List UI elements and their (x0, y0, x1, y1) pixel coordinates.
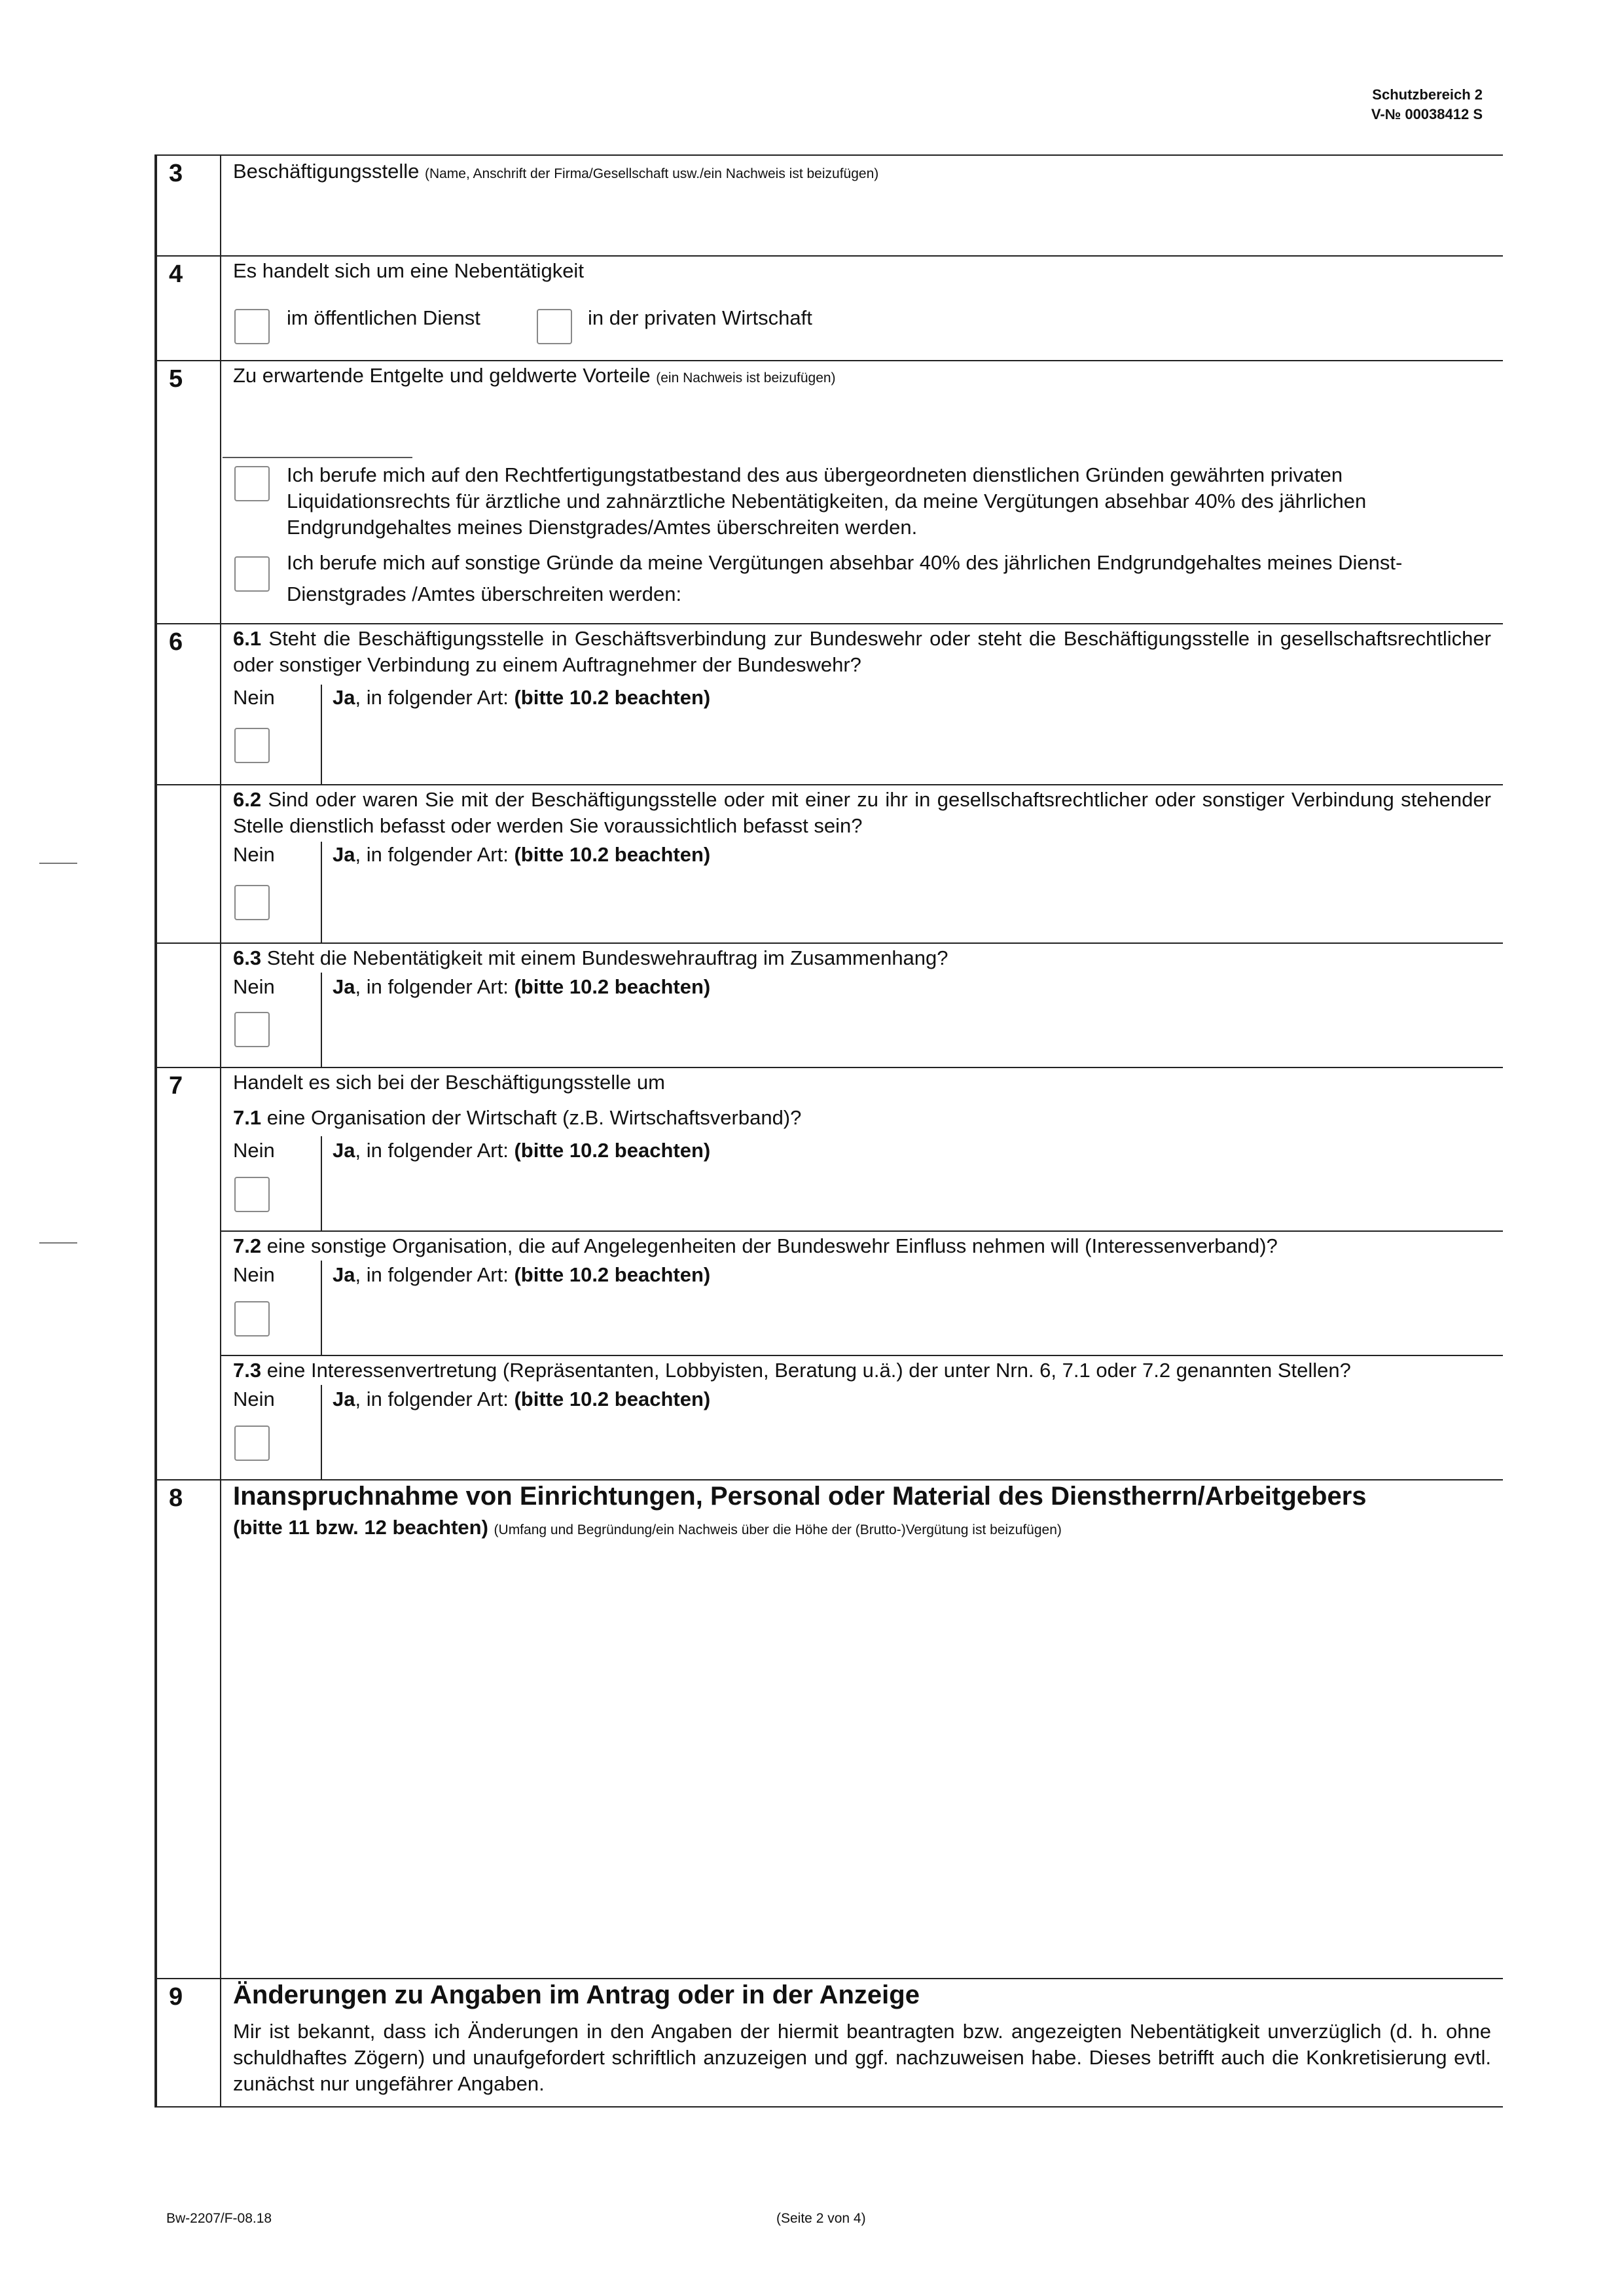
form-table (154, 154, 1503, 2108)
question-number: 6.2 (233, 788, 262, 811)
fold-mark (39, 863, 77, 864)
row-divider (220, 1355, 1503, 1356)
section-9-title: Änderungen zu Angaben im Antrag oder in der Anzeige (233, 1981, 920, 2009)
yes-word: Ja (333, 1139, 355, 1162)
answer-yes-label (333, 1262, 1491, 1288)
section-8-note: (Umfang und Begründung/ein Nachweis über die Höhe der (Brutto-)Vergütung ist beizufügen) (494, 1522, 1062, 1537)
remuneration-label: Zu erwartende Entgelte und geldwerte Vorteile (233, 364, 651, 387)
row-divider (157, 942, 1503, 944)
resource-usage-textarea[interactable] (233, 1549, 1491, 1967)
row-divider (157, 360, 1503, 361)
row-divider (157, 154, 1503, 156)
yes-note: (bitte 10.2 beachten) (514, 843, 711, 866)
yes-rest: , in folgender Art: (355, 686, 514, 709)
question-text: Steht die Beschäftigungsstelle in Geschäftsverbindung zur Bundeswehr oder steht die Beschäftigungsstelle in gesellschaftsrechtlicher oder sonstiger Verbindung zu einem Auftragnehmer der Bundeswehr? (233, 627, 1491, 676)
document-number: V-№ 00038412 S (1371, 106, 1483, 122)
yes-note: (bitte 10.2 beachten) (514, 1139, 711, 1162)
row-divider (157, 2106, 1503, 2108)
employer-label: Beschäftigungsstelle (233, 160, 420, 183)
section-number: 7 (169, 1072, 183, 1100)
other-reasons-label-2: Dienstgrades /Amtes überschreiten werden: (287, 583, 682, 605)
fold-mark (39, 1242, 77, 1244)
other-reasons-label-1: Ich berufe mich auf sonstige Gründe da meine Vergütungen absehbar 40% des jährlichen Endgrundgehaltes meines Dienst- (287, 551, 1403, 574)
form-identifier: Bw-2207/F-08.18 (166, 2211, 272, 2226)
answer-divider (321, 1136, 322, 1230)
question-text: Steht die Nebentätigkeit mit einem Bundeswehrauftrag im Zusammenhang? (266, 946, 948, 969)
section-number: 6 (169, 628, 183, 656)
yes-rest: , in folgender Art: (355, 843, 514, 866)
document-header (1371, 85, 1483, 124)
answer-yes-label (333, 974, 1491, 1000)
answer-no-label: Nein (233, 843, 275, 866)
question-7-2 (233, 1233, 1491, 1259)
question-6-1 (233, 626, 1491, 678)
yes-note: (bitte 10.2 beachten) (514, 1263, 711, 1286)
no-checkbox[interactable] (234, 1426, 270, 1461)
answer-no-label: Nein (233, 686, 275, 709)
protection-level: Schutzbereich 2 (1372, 86, 1483, 103)
yes-note: (bitte 10.2 beachten) (514, 1388, 711, 1410)
question-number: 7.2 (233, 1234, 262, 1257)
yes-note: (bitte 10.2 beachten) (514, 686, 711, 709)
section-number: 4 (169, 260, 183, 288)
section-4-title: Es handelt sich um eine Nebentätigkeit (233, 259, 584, 282)
section-7-title: Handelt es sich bei der Beschäftigungsstelle um (233, 1071, 665, 1094)
answer-divider (321, 973, 322, 1067)
yes-rest: , in folgender Art: (355, 1388, 514, 1410)
no-checkbox[interactable] (234, 885, 270, 920)
answer-no-label: Nein (233, 1263, 275, 1286)
yes-rest: , in folgender Art: (355, 975, 514, 998)
question-6-3 (233, 945, 1491, 971)
medical-liquidation-checkbox[interactable] (234, 466, 270, 501)
row-divider (157, 1978, 1503, 1979)
private-sector-checkbox[interactable] (537, 309, 572, 344)
yes-note: (bitte 10.2 beachten) (514, 975, 711, 998)
row-divider (157, 623, 1503, 624)
section-8-hint: (bitte 11 bzw. 12 beachten) (233, 1516, 488, 1539)
yes-rest: , in folgender Art: (355, 1263, 514, 1286)
section-number: 9 (169, 1983, 183, 2011)
row-divider (157, 1479, 1503, 1480)
yes-word: Ja (333, 1388, 355, 1410)
question-number: 7.3 (233, 1359, 262, 1382)
yes-word: Ja (333, 1263, 355, 1286)
question-7-3 (233, 1357, 1491, 1384)
section-5-title (233, 363, 1491, 391)
row-divider (157, 255, 1503, 257)
section-number: 3 (169, 160, 183, 187)
question-text: eine Interessenvertretung (Repräsentanten, Lobbyisten, Beratung u.ä.) der unter Nrn. 6, 7.1 oder 7.2 genannten Stellen? (266, 1359, 1351, 1382)
yes-word: Ja (333, 975, 355, 998)
answer-yes-label (333, 1138, 1491, 1164)
question-text: Sind oder waren Sie mit der Beschäftigungsstelle oder mit einer zu ihr in gesellschaftsrechtlicher oder sonstiger Verbindung stehender Stelle dienstlich befasst oder werden Sie voraussichtlich befasst sein? (233, 788, 1491, 837)
answer-yes-label (333, 1386, 1491, 1412)
answer-divider (321, 685, 322, 784)
employer-note: (Name, Anschrift der Firma/Gesellschaft usw./ein Nachweis ist beizufügen) (424, 166, 879, 181)
yes-rest: , in folgender Art: (355, 1139, 514, 1162)
question-number: 6.3 (233, 946, 262, 969)
remuneration-note: (ein Nachweis ist beizufügen) (656, 370, 836, 386)
section-3-title (233, 158, 1491, 187)
number-column-divider (220, 154, 221, 2108)
page-number: (Seite 2 von 4) (776, 2211, 866, 2226)
other-reasons-checkbox[interactable] (234, 556, 270, 592)
yes-word: Ja (333, 686, 355, 709)
amount-input-line[interactable] (223, 457, 412, 458)
question-6-2 (233, 787, 1491, 839)
private-sector-label: in der privaten Wirtschaft (588, 306, 812, 329)
section-number: 8 (169, 1484, 183, 1512)
no-checkbox[interactable] (234, 1301, 270, 1336)
question-7-1 (233, 1105, 1491, 1131)
question-text: eine sonstige Organisation, die auf Angelegenheiten der Bundeswehr Einfluss nehmen will (Interessenverband)? (266, 1234, 1278, 1257)
answer-divider (321, 842, 322, 942)
answer-divider (321, 1385, 322, 1479)
medical-liquidation-label: Ich berufe mich auf den Rechtfertigungstatbestand des aus übergeordneten dienstlichen Gründen gewährten privaten Liquidationsrechts für ärztliche und zahnärztliche Nebentätigkeiten, da meine Vergütungen absehbar 40% des jährlichen Endgrundgehaltes meines Dienstgrades/Amtes überschreiten werden. (287, 463, 1367, 539)
question-number: 6.1 (233, 627, 262, 650)
answer-no-label: Nein (233, 1388, 275, 1410)
answer-divider (321, 1261, 322, 1355)
section-number: 5 (169, 365, 183, 393)
answer-yes-label (333, 685, 1491, 711)
public-service-label: im öffentlichen Dienst (287, 306, 480, 329)
no-checkbox[interactable] (234, 728, 270, 763)
no-checkbox[interactable] (234, 1177, 270, 1212)
answer-no-label: Nein (233, 1139, 275, 1162)
section-8-subtitle (233, 1515, 1491, 1543)
row-divider (157, 1067, 1503, 1068)
answer-yes-label (333, 842, 1491, 868)
section-9-text: Mir ist bekannt, dass ich Änderungen in den Angaben der hiermit beantragten bzw. angezeigten Nebentätigkeit unverzüglich (d. h. ohne schuldhaftes Zögern) und unaufgefordert schriftlich anzuzeigen und ggf. nachzuweisen habe. Dieses betrifft auch die Konkretisierung evtl. zunächst nur ungefährer Angaben. (233, 2020, 1491, 2095)
question-text: eine Organisation der Wirtschaft (z.B. Wirtschaftsverband)? (266, 1106, 802, 1129)
row-divider (220, 1230, 1503, 1232)
yes-word: Ja (333, 843, 355, 866)
question-number: 7.1 (233, 1106, 262, 1129)
answer-no-label: Nein (233, 975, 275, 998)
no-checkbox[interactable] (234, 1012, 270, 1047)
section-8-title: Inanspruchnahme von Einrichtungen, Personal oder Material des Dienstherrn/Arbeitgebers (233, 1482, 1367, 1511)
row-divider (157, 784, 1503, 785)
public-service-checkbox[interactable] (234, 309, 270, 344)
